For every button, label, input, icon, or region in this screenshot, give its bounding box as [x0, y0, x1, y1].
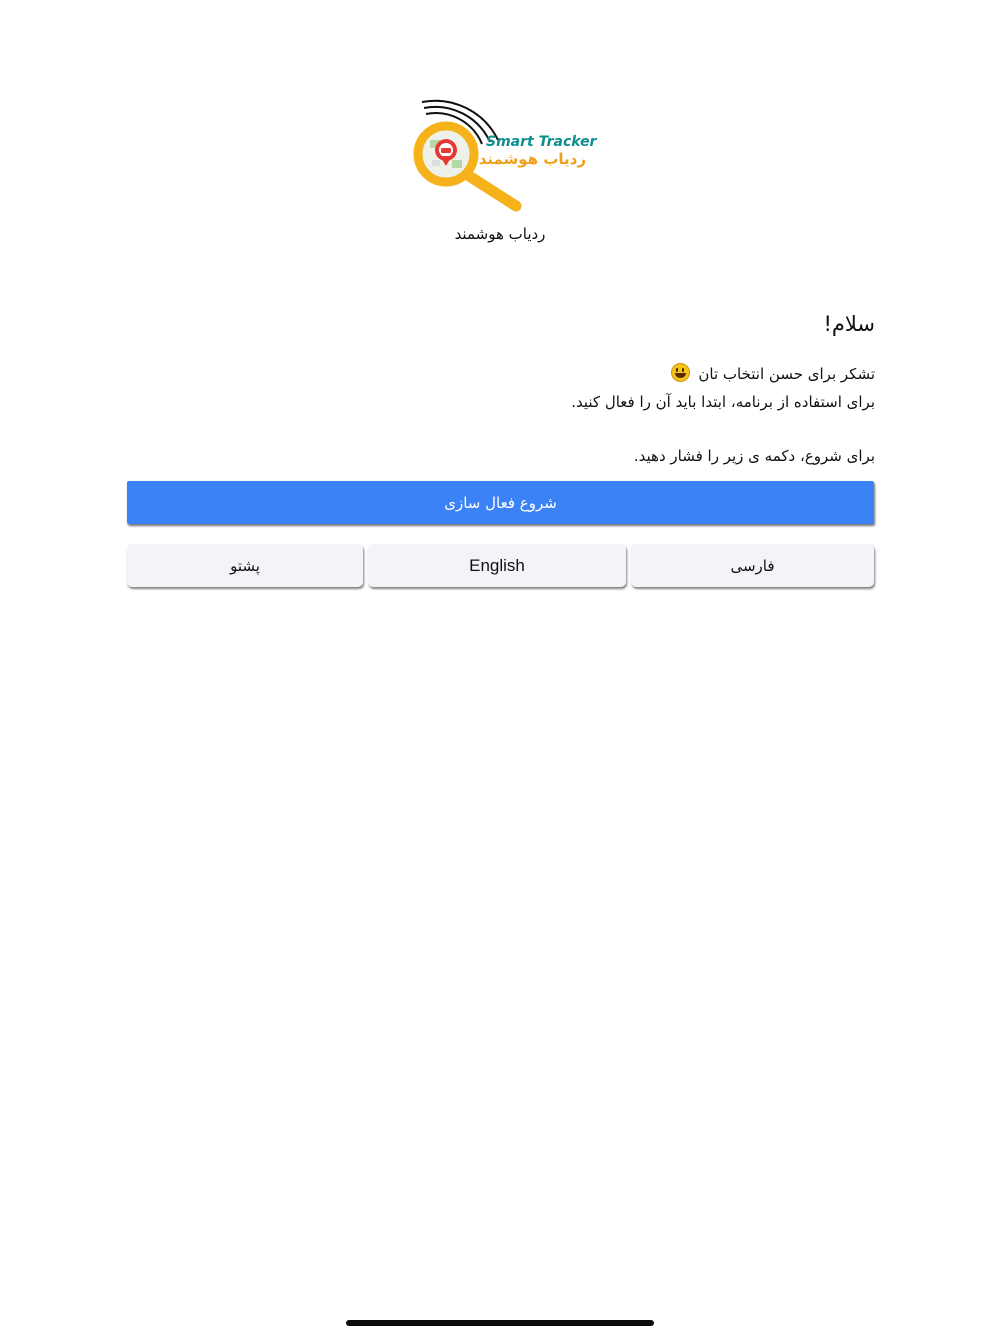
logo-text-english: Smart Tracker	[486, 134, 597, 150]
language-pashto-button[interactable]: پشتو	[127, 544, 363, 587]
welcome-message	[127, 310, 875, 470]
language-farsi-button[interactable]: فارسی	[631, 544, 874, 587]
activation-instruction: برای استفاده از برنامه، ابتدا باید آن را فعال کنید.	[571, 393, 875, 411]
start-hint: برای شروع، دکمه ی زیر را فشار دهید.	[633, 447, 875, 465]
smiley-icon	[671, 363, 690, 382]
smart-tracker-logo	[410, 92, 597, 216]
greeting-heading: سلام!	[823, 312, 875, 336]
thanks-line	[127, 360, 875, 388]
language-selector	[127, 544, 874, 588]
logo-text-persian: ردیاب هوشمند	[478, 150, 586, 168]
start-activation-button[interactable]: شروع فعال سازی	[127, 481, 874, 524]
thanks-text: تشکر برای حسن انتخاب تان	[698, 365, 875, 383]
app-name: ردیاب هوشمند	[454, 225, 546, 243]
home-indicator[interactable]	[346, 1320, 654, 1326]
language-english-button[interactable]: English	[368, 544, 626, 587]
